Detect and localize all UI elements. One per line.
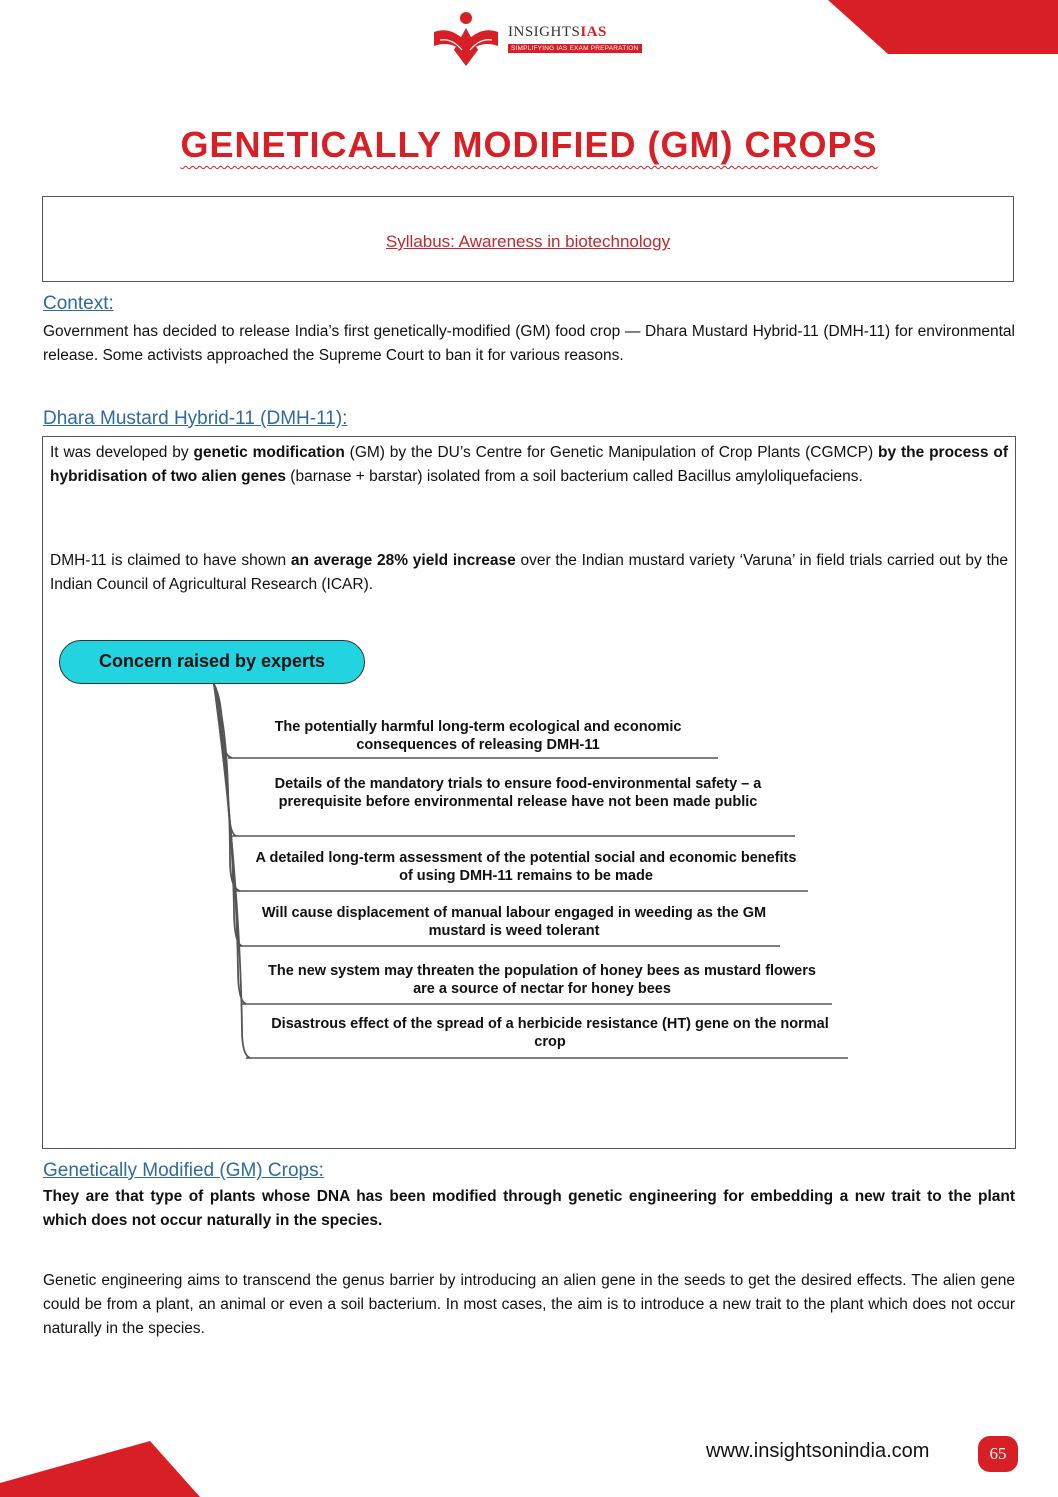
book-person-icon	[430, 10, 502, 72]
concern-item-1: The potentially harmful long-term ecological and economic consequences of releasing DMH-11	[274, 719, 682, 753]
logo-wordmark: INSIGHTSIAS	[508, 24, 607, 40]
gm-paragraph-1: They are that type of plants whose DNA has been modified through genetic engineering for embedding a new trait to the plant which does not occur naturally in the species.	[43, 1188, 1015, 1229]
concern-item-3: A detailed long-term assessment of the potential social and economic benefits of using DMH-11 remains to be made	[255, 850, 797, 884]
concern-item-5: The new system may threaten the population of honey bees as mustard flowers are a source of nectar for honey bees	[268, 963, 816, 997]
insights-logo	[430, 10, 639, 76]
page-number: 65	[978, 1436, 1018, 1472]
concern-item-4: Will cause displacement of manual labour engaged in weeding as the GM mustard is weed tolerant	[261, 905, 767, 939]
footer-url[interactable]: www.insightsonindia.com	[706, 1440, 930, 1462]
concern-title-pill: Concern raised by experts	[59, 640, 365, 684]
gm-heading: Genetically Modified (GM) Crops:	[43, 1160, 324, 1181]
concern-item-2: Details of the mandatory trials to ensure food-environmental safety – a prerequisite before environmental release have not been made public	[274, 776, 762, 810]
dmh-heading: Dhara Mustard Hybrid-11 (DMH-11):	[43, 408, 348, 429]
context-paragraph: Government has decided to release India’s first genetically-modified (GM) food crop — Dhara Mustard Hybrid-11 (DMH-11) for environmental release. Some activists approached the Supreme Court to ban it for various reasons.	[43, 323, 1015, 364]
syllabus-link[interactable]: Syllabus: Awareness in biotechnology	[385, 232, 671, 251]
syllabus-box	[42, 196, 1014, 282]
corner-decoration-bottom-left	[0, 1441, 200, 1497]
context-heading: Context:	[43, 293, 114, 314]
concern-item-6: Disastrous effect of the spread of a herbicide resistance (HT) gene on the normal crop	[271, 1016, 829, 1050]
corner-decoration-top-right	[828, 0, 1058, 54]
gm-paragraph-2: Genetic engineering aims to transcend the genus barrier by introducing an alien gene in the seeds to get the desired effects. The alien gene could be from a plant, an animal or even a soil bacterium. In most cases, the aim is to introduce a new trait to the plant which does not occur naturally in the species.	[43, 1272, 1015, 1337]
logo-tagline: SIMPLIFYING IAS EXAM PREPARATION	[508, 44, 642, 53]
dmh-paragraph-2: DMH-11 is claimed to have shown an average 28% yield increase over the Indian mustard variety ‘Varuna’ in field trials carried out by the Indian Council of Agricultural Research (ICAR).	[50, 552, 1008, 593]
dmh-paragraph-1: It was developed by genetic modification (GM) by the DU’s Centre for Genetic Manipulation of Crop Plants (CGMCP) by the process of hybridisation of two alien genes (barnase + barstar) isolated from a soil bacterium called Bacillus amyloliquefaciens.	[50, 444, 1009, 485]
page-title: GENETICALLY MODIFIED (GM) CROPS	[180, 124, 878, 165]
